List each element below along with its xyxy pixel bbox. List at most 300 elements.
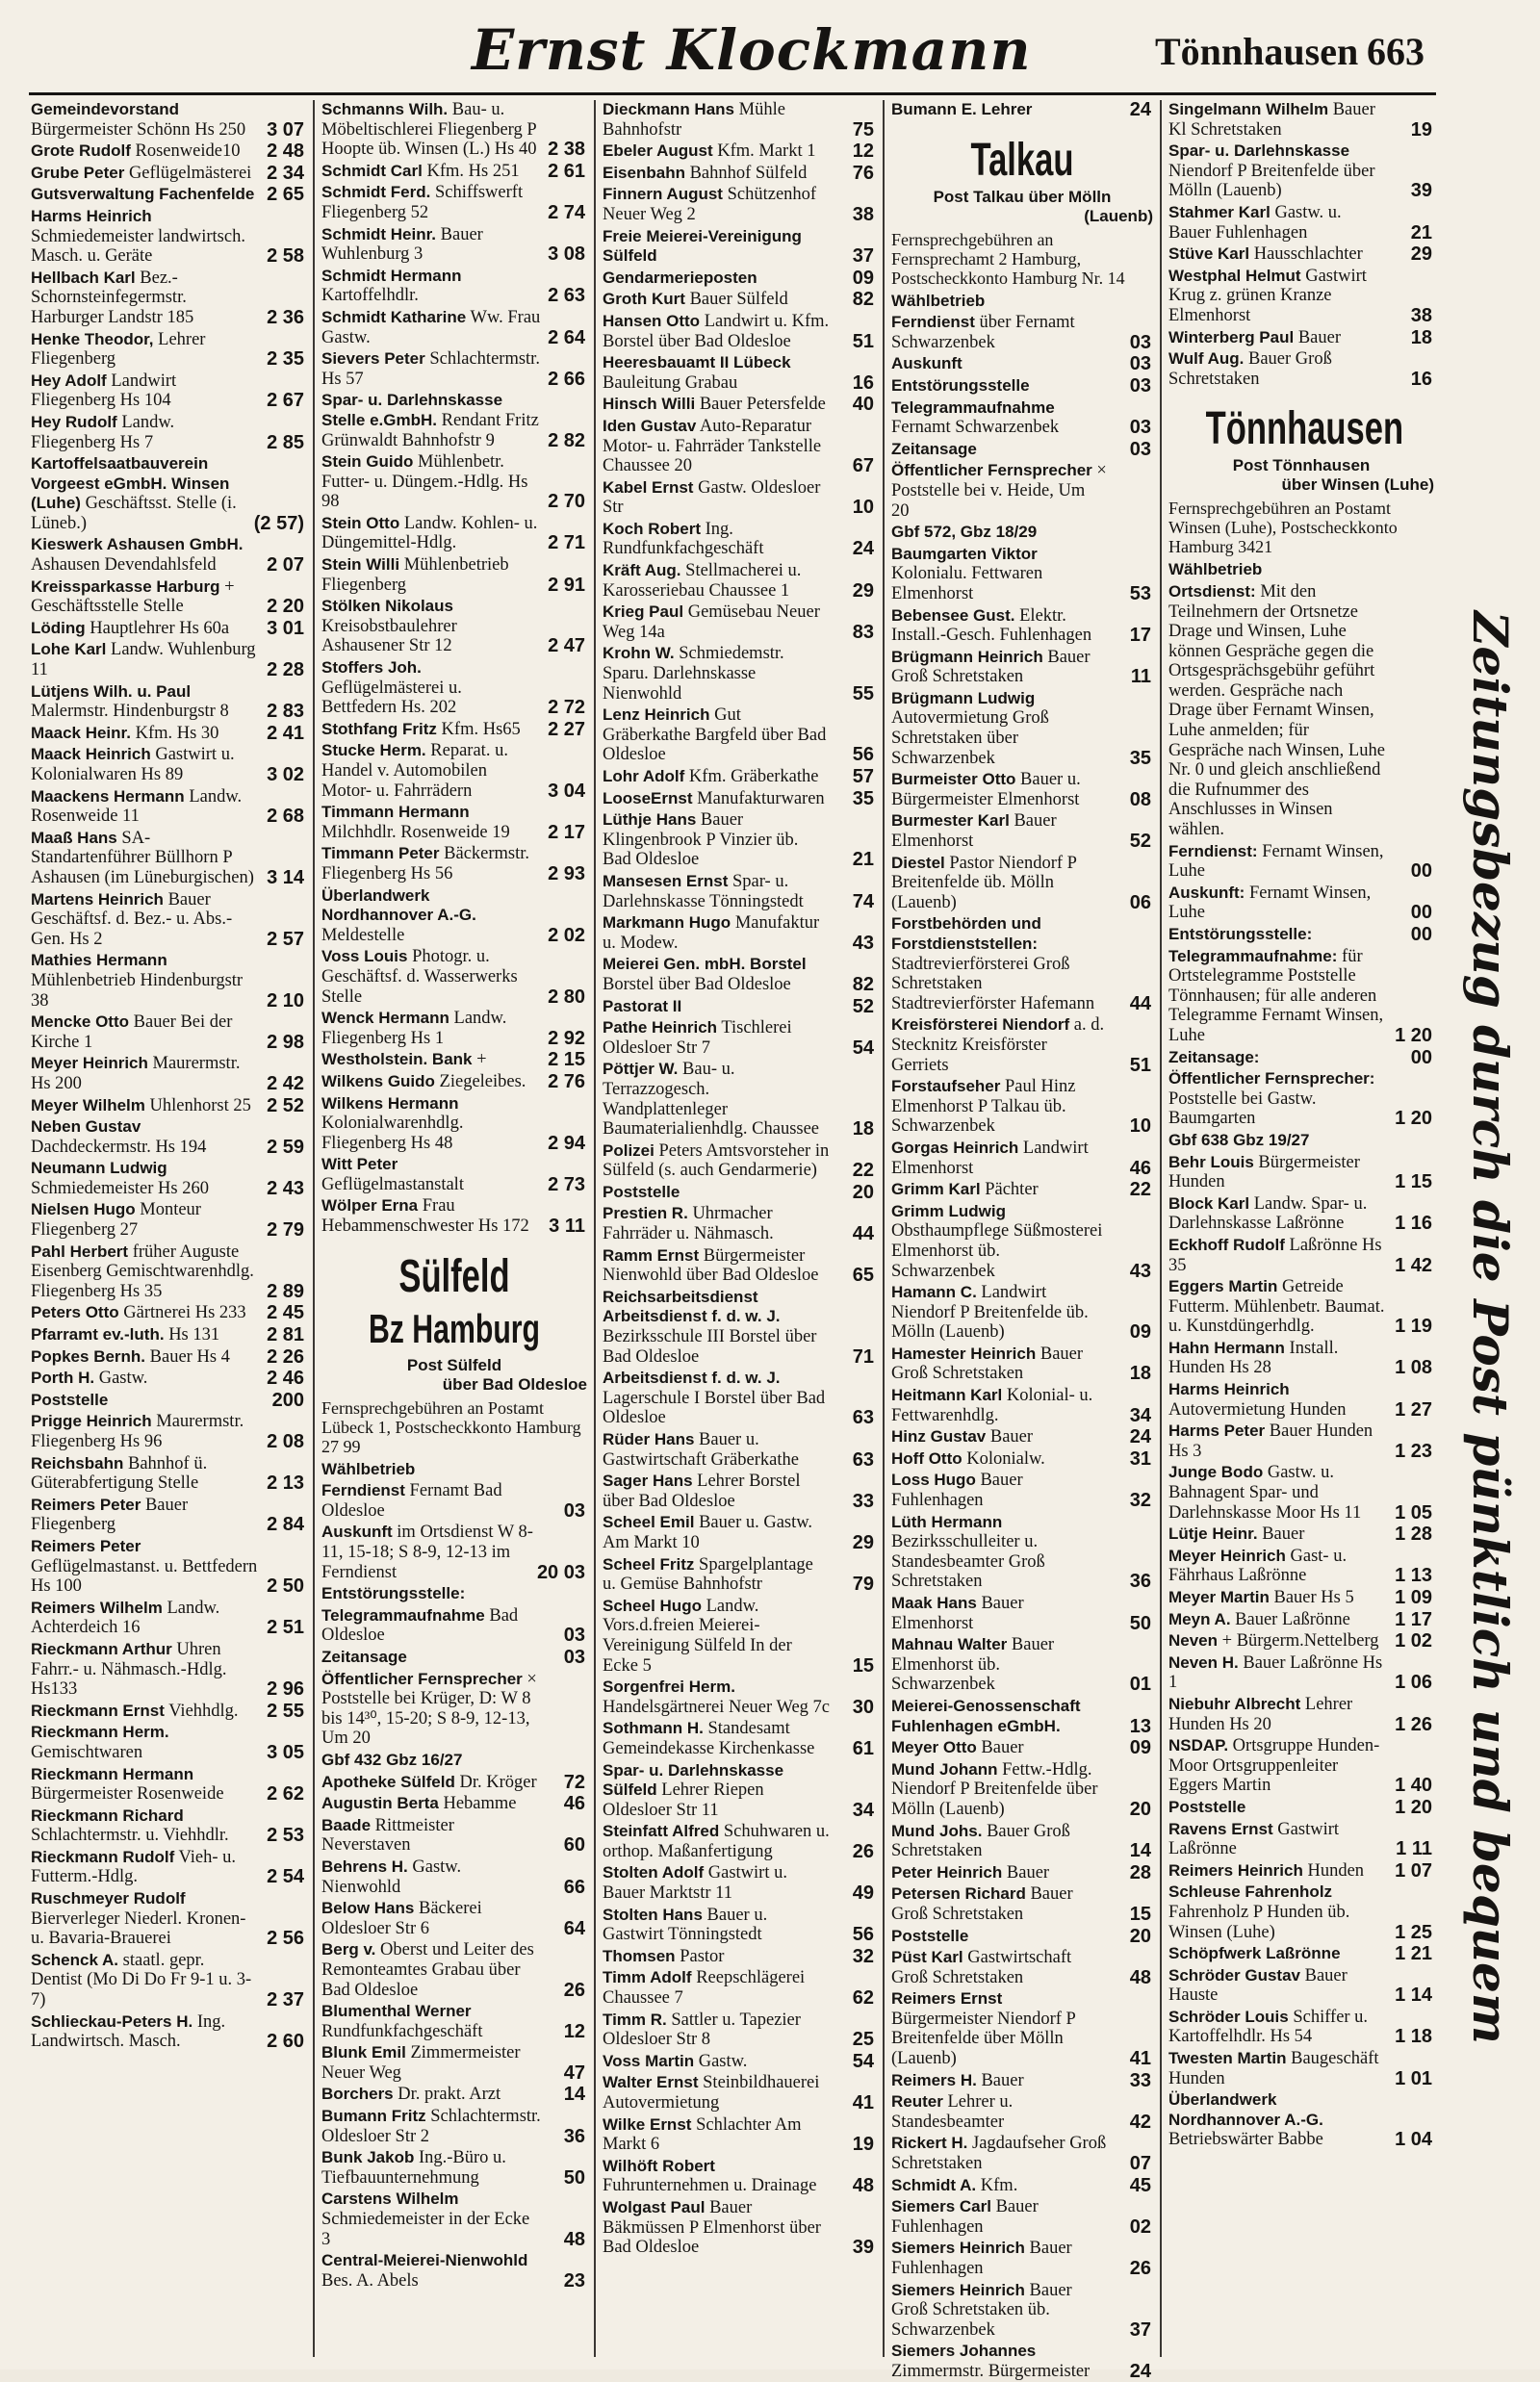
entry-name: Stein Guido xyxy=(321,452,414,472)
entry-details: Hauptlehrer Hs 60a xyxy=(90,618,230,638)
entry-details: Landw. Kohlen- u. Düngemittel-Hdlg. xyxy=(321,513,538,553)
entry-details: Fernamt Winsen, Luhe xyxy=(1168,841,1384,882)
phone-number: 2 76 xyxy=(548,1070,585,1092)
directory-entry xyxy=(31,535,306,575)
entry-details: Steinbildhauerei Autovermietung xyxy=(603,2073,820,2113)
entry-details: Betriebswärter Babbe xyxy=(1168,2130,1323,2150)
entry-name: Mencke Otto xyxy=(31,1012,130,1032)
entry-details: Schmiedemstr. Sparu. Darlehnskasse Nienwohld xyxy=(603,644,784,704)
phone-number: 1 25 xyxy=(1395,1921,1432,1943)
entry-name: Poststelle xyxy=(891,1926,969,1945)
directory-entry xyxy=(321,162,587,182)
post-office-line: (Lauenb) xyxy=(1084,206,1153,225)
entry-name: Gutsverwaltung Fachenfelde xyxy=(31,185,255,204)
phone-number: 64 xyxy=(563,1917,585,1939)
entry-details: Bes. A. Abels xyxy=(321,2270,419,2291)
phone-number: 23 xyxy=(563,2269,585,2292)
entry-details: Malermstr. Hindenburgstr 8 xyxy=(31,702,229,722)
entry-name: Hoff Otto xyxy=(891,1448,962,1468)
directory-entry xyxy=(603,2157,876,2196)
entry-details: Kfm. Hs65 xyxy=(441,719,521,739)
directory-entry xyxy=(1168,267,1434,326)
entry-details: Dr. prakt. Arzt xyxy=(398,2085,501,2105)
entry-details: Viehhdlg. xyxy=(168,1701,239,1721)
phone-number: 2 15 xyxy=(548,1049,585,1071)
entry-name: Kartoffelsaatbauverein Vorgeest eGmbH. Winsen (Luhe) xyxy=(31,454,230,513)
entry-name: Scheel Fritz xyxy=(603,1554,695,1574)
entry-name: Ramm Ernst xyxy=(603,1245,700,1265)
directory-entry xyxy=(31,1702,306,1722)
phone-number: 03 xyxy=(1129,331,1151,353)
entry-details: Bauer u. Gastwirt Tönningstedt xyxy=(603,1905,768,1945)
directory-entry xyxy=(1168,1798,1434,1818)
entry-details: Spargelplantage u. Gemüse Bahnhofstr xyxy=(603,1554,813,1595)
directory-entry xyxy=(1168,1736,1434,1796)
entry-name: Reimers Peter xyxy=(31,1495,141,1514)
entry-details: Laßrönne Hs 35 xyxy=(1168,1235,1382,1275)
directory-entry xyxy=(31,141,306,162)
directory-entry xyxy=(603,1968,876,2008)
phone-number: 3 04 xyxy=(548,780,585,802)
directory-entry xyxy=(321,391,587,450)
entry-details: Bauer Klingenbrook P Vinzier üb. Bad Oldesloe xyxy=(603,810,799,870)
entry-name: Prigge Heinrich xyxy=(31,1412,152,1431)
directory-entry xyxy=(1168,1339,1434,1378)
phone-number: 10 xyxy=(852,497,874,519)
directory-entry xyxy=(31,1640,306,1700)
directory-entry xyxy=(891,1345,1153,1384)
entry-name: Stüve Karl xyxy=(1168,244,1250,264)
entry-name: Harms Heinrich xyxy=(1168,1380,1290,1399)
entry-details: + Bürgerm.Nettelberg xyxy=(1221,1631,1379,1652)
directory-entry xyxy=(1168,1048,1434,1068)
entry-name: Voss Louis xyxy=(321,947,408,966)
entry-name: Reuter xyxy=(891,2092,943,2112)
phone-number: 37 xyxy=(1129,2318,1151,2341)
entry-details: Milchhdlr. Rosenweide 19 xyxy=(321,822,510,842)
phone-number: 09 xyxy=(1129,1737,1151,1759)
entry-name: Wulf Aug. xyxy=(1168,349,1245,369)
phone-number: 2 62 xyxy=(267,1783,304,1806)
entry-details: Oberst und Leiter des Remonteamtes Grabau über Bad Oldesloe xyxy=(321,1940,534,2000)
phone-number: 12 xyxy=(852,141,874,163)
directory-entry xyxy=(321,1196,587,1236)
entry-name: Rickert H. xyxy=(891,2134,968,2153)
directory-entry xyxy=(891,1139,1153,1178)
entry-details: Bahnhof ü. Güterabfertigung Stelle xyxy=(31,1453,208,1494)
entry-name: Entstörungsstelle xyxy=(891,375,1030,395)
entry-details: Gastw. xyxy=(98,1369,148,1389)
entry-details: Ziegeleibes. xyxy=(439,1071,526,1091)
entry-name: Maack Heinr. xyxy=(31,723,131,742)
directory-entry xyxy=(321,2043,587,2083)
entry-details: SA-Standartenführer Büllhorn P Ashausen (im Lüneburgischen) xyxy=(31,828,254,887)
entry-details: Landw. Spar- u. Darlehnskasse Laßrönne xyxy=(1168,1193,1368,1234)
directory-entry xyxy=(603,1513,876,1552)
directory-entry xyxy=(603,290,876,310)
entry-details: Bauer Hunden Hs 3 xyxy=(1168,1422,1373,1461)
phone-number: 16 xyxy=(852,371,874,394)
entry-details: Elektr. Install.-Gesch. Fuhlenhagen xyxy=(891,605,1092,646)
directory-entry xyxy=(891,1822,1153,1861)
entry-details: Bauer Elmenhorst xyxy=(891,811,1057,852)
directory-entry xyxy=(891,811,1153,851)
entry-name: Central-Meierei-Nienwohld xyxy=(321,2251,528,2270)
entry-name: Telegrammaufnahme: xyxy=(1168,946,1338,965)
entry-details: über Fernamt Schwarzenbek xyxy=(891,313,1075,352)
place-heading: Talkau xyxy=(970,134,1074,186)
entry-name: Winterberg Paul xyxy=(1168,327,1295,346)
entry-details: Bürgermeister Hunden xyxy=(1168,1152,1360,1192)
phone-number: 2 45 xyxy=(267,1302,304,1324)
entry-name: Ruschmeyer Rudolf xyxy=(31,1889,186,1908)
entry-name: Hinz Gustav xyxy=(891,1427,987,1447)
phone-number: 19 xyxy=(1410,118,1432,141)
entry-name: Rieckmann Ernst xyxy=(31,1701,165,1720)
entry-name: Bumann E. Lehrer xyxy=(891,100,1033,118)
phone-number: 35 xyxy=(1129,747,1151,769)
entry-details: Mühlenbetr. Futter- u. Düngem.-Hdlg. Hs 98 xyxy=(321,452,528,512)
entry-details: Obsthaumpflege Süßmosterei Elmenhorst üb. Schwarzenbek xyxy=(891,1221,1103,1281)
phone-number: 2 98 xyxy=(267,1031,304,1053)
entry-name: Öffentlicher Fernsprecher xyxy=(891,461,1092,480)
entry-details: Zimmermeister Neuer Weg xyxy=(321,2043,521,2083)
entry-name: Sorgenfrei Herm. xyxy=(603,1678,735,1697)
entry-name: Brügmann Heinrich xyxy=(891,647,1043,666)
entry-details: Kolonialu. Fettwaren Elmenhorst xyxy=(891,564,1043,603)
entry-name: Hey Adolf xyxy=(31,371,107,390)
entry-name: Siemers Heinrich xyxy=(891,2239,1025,2258)
phone-number: 3 11 xyxy=(549,1216,585,1238)
entry-details: Rundfunkfachgeschäft xyxy=(321,2021,483,2041)
phone-number: 1 20 xyxy=(1395,1108,1432,1130)
phone-number: 38 xyxy=(852,203,874,225)
entry-details: Bauer xyxy=(1006,1862,1050,1883)
entry-name: Pastorat II xyxy=(603,996,682,1015)
phone-number: 48 xyxy=(1129,1966,1151,1988)
directory-entry xyxy=(603,872,876,911)
entry-details: Landw. Fliegenberg Hs 7 xyxy=(31,412,175,452)
entry-details: Bauer Groß Schretstaken xyxy=(1168,349,1332,389)
entry-details: Bauer Laßrönne xyxy=(1235,1609,1350,1629)
directory-entry xyxy=(603,1555,876,1595)
entry-name: Below Hans xyxy=(321,1899,415,1918)
directory-entry xyxy=(321,267,587,306)
phone-number: 50 xyxy=(1129,1612,1151,1634)
entry-details: Handelsgärtnerei Neuer Weg 7c xyxy=(603,1697,830,1717)
directory-entry xyxy=(1168,582,1434,840)
directory-entry xyxy=(603,478,876,518)
entry-details: Gast- u. Fährhaus Laßrönne xyxy=(1168,1546,1348,1586)
directory-entry xyxy=(321,1523,587,1582)
entry-details: Landwirt Niendorf P Breitenfelde üb. Mölln (Lauenb) xyxy=(891,1283,1089,1343)
directory-entry xyxy=(891,2281,1153,2341)
phone-number: 2 74 xyxy=(548,201,585,223)
phone-number: 20 xyxy=(1129,1798,1151,1820)
directory-entry xyxy=(891,1635,1153,1695)
directory-entry xyxy=(603,520,876,559)
directory-entry xyxy=(1168,560,1434,580)
phone-number: 1 40 xyxy=(1395,1775,1432,1797)
phone-number: 22 xyxy=(852,1160,874,1182)
directory-entry xyxy=(31,371,306,411)
entry-details: Bezirksschule III Borstel über Bad Oldesloe xyxy=(603,1327,817,1367)
entry-details: Monteur Fliegenberg 27 xyxy=(31,1200,201,1241)
entry-details: Geflügelmastanst. u. Bettfedern Hs 100 xyxy=(31,1556,258,1597)
phone-number: 03 xyxy=(1129,374,1151,397)
entry-name: Burmester Karl xyxy=(891,811,1010,831)
entry-details: Kolonialw. xyxy=(966,1448,1045,1469)
directory-entry xyxy=(603,227,876,267)
entry-details: Bauer Wuhlenburg 3 xyxy=(321,224,483,265)
entry-name: Schmidt Heinr. xyxy=(321,224,437,243)
phone-number: 1 15 xyxy=(1395,1171,1432,1193)
entry-name: Sager Hans xyxy=(603,1472,693,1491)
directory-entry xyxy=(1168,1610,1434,1630)
entry-details: Geflügelmästerei xyxy=(128,163,252,183)
entry-name: Lohe Karl xyxy=(31,640,107,659)
entry-details: Bauer Laßrönne Hs 1 xyxy=(1168,1652,1383,1693)
phone-number: 41 xyxy=(1129,2048,1151,2070)
entry-name: Freie Meierei-Vereinigung Sülfeld xyxy=(603,226,802,266)
entry-name: Maak Hans xyxy=(891,1594,977,1612)
entry-name: Ferndienst xyxy=(891,313,975,332)
entry-name: LooseErnst xyxy=(603,788,693,807)
directory-entry xyxy=(891,854,1153,913)
directory-entry xyxy=(603,141,876,162)
phone-number: 18 xyxy=(852,1118,874,1140)
directory-entry xyxy=(1168,141,1434,201)
entry-details: Gut Gräberkathe Bargfeld über Bad Oldesloe xyxy=(603,705,827,765)
phone-number: 2 58 xyxy=(267,245,304,268)
entry-name: Hahn Hermann xyxy=(1168,1338,1285,1357)
phone-number: 2 36 xyxy=(267,306,304,328)
entry-name: Eckhoff Rudolf xyxy=(1168,1235,1285,1254)
entry-details: Bauer Bäkmüssen P Elmenhorst über Bad Oldesloe xyxy=(603,2197,821,2258)
entry-details: Schmiedemeister in der Ecke 3 xyxy=(321,2210,530,2249)
entry-name: Ortsdienst: xyxy=(1168,581,1256,601)
phone-number: 1 09 xyxy=(1395,1587,1432,1608)
phone-number: 2 26 xyxy=(267,1345,304,1368)
entry-name: Mathies Hermann xyxy=(31,951,167,970)
phone-number: 2 84 xyxy=(267,1514,304,1536)
entry-details: Bauer xyxy=(981,1738,1024,1758)
entry-details: Bauer Bei der Kirche 1 xyxy=(31,1012,233,1052)
entry-name: Meyn A. xyxy=(1168,1609,1231,1628)
directory-entry xyxy=(1168,842,1434,882)
phone-number: 32 xyxy=(1129,1490,1151,1512)
entry-name: Hamester Heinrich xyxy=(891,1344,1037,1363)
phone-number: 52 xyxy=(1129,831,1151,853)
phone-number: 26 xyxy=(1129,2258,1151,2279)
entry-details: Dachdeckermstr. Hs 194 xyxy=(31,1137,207,1157)
phone-number: 24 xyxy=(1129,99,1151,120)
entry-details: Geschäftsst. Stelle (i. Lüneb.) xyxy=(31,494,237,533)
phone-number: 82 xyxy=(852,973,874,995)
entry-name: Brügmann Ludwig xyxy=(891,688,1036,707)
entry-name: Porth H. xyxy=(31,1369,95,1388)
entry-details: Schlachter Am Markt 6 xyxy=(603,2114,802,2155)
directory-entry xyxy=(1168,1236,1434,1275)
phone-number: 72 xyxy=(563,1771,585,1793)
entry-name: Timm Adolf xyxy=(603,1968,692,1987)
directory-entry xyxy=(31,1412,306,1451)
directory-entry xyxy=(1168,1277,1434,1337)
entry-name: Eggers Martin xyxy=(1168,1277,1278,1296)
phone-number: 2 47 xyxy=(548,635,585,657)
directory-entry xyxy=(31,619,306,639)
entry-name: Ravens Ernst xyxy=(1168,1819,1273,1838)
entry-name: Lütjens Wilh. u. Paul xyxy=(31,681,192,701)
entry-name: Stolten Adolf xyxy=(603,1863,705,1883)
place-heading: Tönnhausen xyxy=(1205,403,1404,455)
directory-entry xyxy=(321,741,587,801)
directory-entry xyxy=(891,1077,1153,1137)
entry-name: Harms Heinrich xyxy=(31,206,152,225)
post-office-line: Post Talkau über Mölln xyxy=(933,187,1112,206)
entry-name: Wählbetrieb xyxy=(891,291,986,310)
directory-entry xyxy=(1168,1524,1434,1545)
phone-number: 2 17 xyxy=(548,821,585,843)
entry-name: Stothfang Fritz xyxy=(321,719,437,738)
entry-name: Apotheke Sülfeld xyxy=(321,1772,455,1791)
directory-entry xyxy=(321,2085,587,2105)
entry-details: für Ortstelegramme Poststelle Tönnhausen; für alle anderen Telegramme Fernamt Winsen, Luhe xyxy=(1168,946,1384,1045)
phone-number: 48 xyxy=(852,2175,874,2197)
entry-details: Kfm. Hs 251 xyxy=(426,161,520,181)
entry-details: Kfm. Hs 30 xyxy=(135,723,219,743)
entry-details: Bauer Groß Schretstaken xyxy=(891,1821,1070,1861)
entry-name: Hey Rudolf xyxy=(31,412,117,431)
directory-entry xyxy=(321,1481,587,1521)
entry-name: Schmidt Hermann xyxy=(321,266,462,285)
phone-number: 07 xyxy=(1129,2153,1151,2175)
entry-name: Bebensee Gust. xyxy=(891,605,1015,625)
entry-name: Grote Rudolf xyxy=(31,141,131,161)
phone-number: 2 13 xyxy=(267,1473,304,1495)
directory-entry xyxy=(1168,925,1434,945)
directory-entry xyxy=(603,1018,876,1058)
directory-entry xyxy=(891,914,1153,1013)
entry-name: NSDAP. xyxy=(1168,1736,1229,1755)
entry-details: Bauer Fuhlenhagen xyxy=(891,2197,1039,2237)
phone-number: 2 59 xyxy=(267,1136,304,1158)
phone-number: 2 61 xyxy=(548,160,585,182)
entry-details: im Ortsdienst W 8-11, 15-18; S 8-9, 12-13 im Ferndienst xyxy=(321,1523,533,1582)
entry-name: Gendarmerieposten xyxy=(603,268,757,287)
entry-name: Meyer Otto xyxy=(891,1738,977,1757)
entry-details: Rendant Fritz Grünwaldt Bahnhofstr 9 xyxy=(321,410,539,450)
entry-details: Mühle Bahnhofstr xyxy=(603,100,785,140)
directory-entry xyxy=(321,1050,587,1070)
entry-name: Neven xyxy=(1168,1631,1219,1651)
entry-details: + xyxy=(476,1050,487,1070)
directory-entry xyxy=(603,810,876,870)
entry-details: Schlachtermstr. Hs 57 xyxy=(321,349,540,389)
directory-entry xyxy=(1168,1695,1434,1734)
phone-number: 00 xyxy=(1410,902,1432,924)
entry-name: Neumann Ludwig xyxy=(31,1159,167,1178)
directory-entry xyxy=(1168,2049,1434,2088)
phone-number: 02 xyxy=(1129,2216,1151,2238)
phone-number: 62 xyxy=(852,1987,874,2010)
phone-number: 03 xyxy=(563,1647,585,1668)
phone-number: 03 xyxy=(563,1625,585,1647)
entry-name: Markmann Hugo xyxy=(603,913,732,933)
entry-details: Schiffer u. Kartoffelhdlr. Hs 54 xyxy=(1168,2007,1369,2047)
entry-details: Peters Amtsvorsteher in Sülfeld (s. auch Gendarmerie) xyxy=(603,1140,830,1181)
phone-number: 14 xyxy=(1129,1840,1151,1862)
phone-number: 19 xyxy=(852,2134,874,2156)
entry-name: Stein Willi xyxy=(321,555,400,575)
entry-name: Wilke Ernst xyxy=(603,2114,692,2134)
directory-entry xyxy=(321,597,587,656)
entry-details: Gemischtwaren xyxy=(31,1742,143,1762)
directory-entry xyxy=(321,1899,587,1938)
phone-number: 41 xyxy=(852,2092,874,2113)
phone-number: 2 83 xyxy=(267,701,304,723)
entry-name: Reimers Wilhelm xyxy=(31,1598,163,1617)
entry-name: Bumann Fritz xyxy=(321,2107,426,2126)
entry-name: Witt Peter xyxy=(321,1155,398,1174)
entry-details: Bauer Groß Schretstaken xyxy=(891,1884,1073,1924)
phone-number: 2 60 xyxy=(267,2031,304,2053)
directory-entry xyxy=(891,648,1153,687)
entry-details: Bauer Petersfelde xyxy=(699,395,826,415)
column-divider xyxy=(1160,100,1162,2357)
column-divider xyxy=(883,100,885,2357)
entry-details: Lehrer Hunden Hs 20 xyxy=(1168,1694,1353,1734)
phone-number: 74 xyxy=(852,890,874,912)
entry-name: Thomsen xyxy=(603,1946,676,1965)
entry-name: Neben Gustav xyxy=(31,1117,141,1137)
entry-name: Polizei xyxy=(603,1140,654,1160)
entry-name: Neven H. xyxy=(1168,1652,1239,1672)
entry-details: Geflügelmastanstalt xyxy=(321,1174,464,1194)
entry-details: Ortsgruppe Hunden-Moor Ortsgruppenleiter Eggers Martin xyxy=(1168,1736,1380,1796)
phone-number: 2 63 xyxy=(548,285,585,307)
entry-details: Pächter xyxy=(985,1180,1039,1200)
page-number: 663 xyxy=(1367,30,1424,73)
entry-name: Meierei Gen. mbH. Borstel xyxy=(603,955,807,974)
entry-name: Rieckmann Richard xyxy=(31,1806,184,1825)
entry-name: Stahmer Karl xyxy=(1168,202,1270,221)
entry-details: Landw. Vors.d.freien Meierei-Vereinigung Sülfeld In der Ecke 5 xyxy=(603,1596,792,1676)
phone-number: 09 xyxy=(852,267,874,289)
entry-details: Schmiedemeister landwirtsch. Masch. u. Geräte xyxy=(31,226,245,267)
directory-entry xyxy=(891,1015,1153,1075)
phone-number: 03 xyxy=(1129,438,1151,460)
entry-name: Hinsch Willi xyxy=(603,395,696,414)
phone-number: 33 xyxy=(852,1490,874,1512)
phone-number: 33 xyxy=(1129,2069,1151,2091)
entry-details: Kolonial- u. Fettwarenhdlg. xyxy=(891,1386,1093,1425)
phone-number: 46 xyxy=(563,1793,585,1815)
entry-details: Gärtnerei Hs 233 xyxy=(123,1303,246,1323)
entry-name: Peters Otto xyxy=(31,1303,119,1322)
entry-name: Augustin Berta xyxy=(321,1794,439,1813)
entry-details: Bauer Fliegenberg xyxy=(31,1495,189,1535)
directory-entry xyxy=(1168,1861,1434,1882)
entry-details: Bäckermstr. Fliegenberg Hs 56 xyxy=(321,844,530,884)
directory-entry xyxy=(891,1180,1153,1200)
entry-name: Schlieckau-Peters H. xyxy=(31,2011,193,2031)
entry-name: Kieswerk Ashausen GmbH. xyxy=(31,535,244,554)
phone-number: 2 10 xyxy=(267,989,304,1012)
phone-number: 54 xyxy=(852,1037,874,1059)
entry-name: Martens Heinrich xyxy=(31,889,164,909)
entry-name: Voss Martin xyxy=(603,2051,695,2070)
